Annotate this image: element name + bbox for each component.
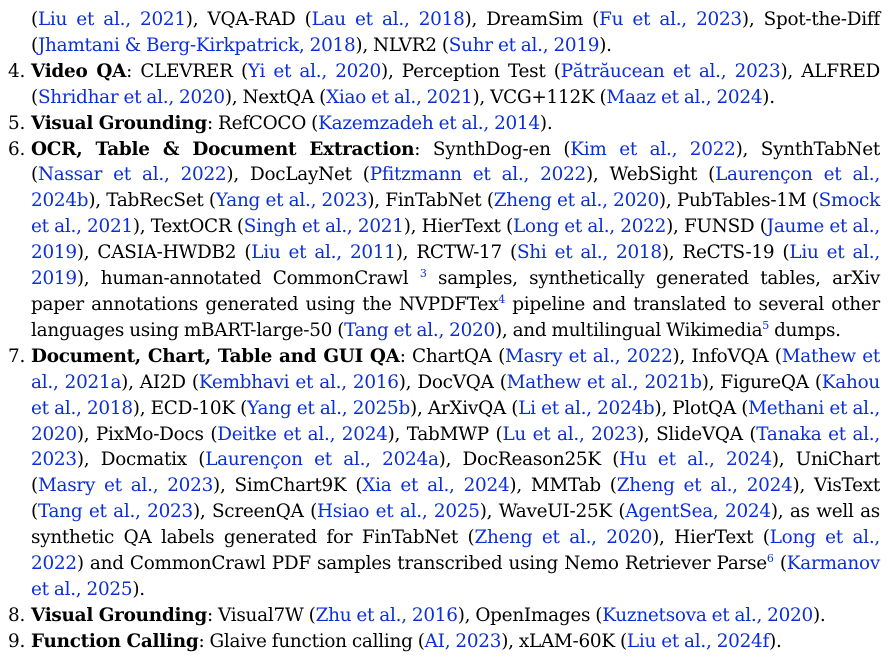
body-text: ), PubTables-1M ( — [658, 190, 819, 212]
list-item — [8, 7, 880, 59]
body-text: ), VisText ( — [31, 475, 881, 523]
citation-link[interactable]: Shridhar et al., 2020 — [37, 86, 225, 108]
body-text: ), NLVR2 ( — [355, 34, 449, 56]
citation-link[interactable]: Zheng et al., 2020 — [493, 190, 659, 212]
body-text: ), OpenImages ( — [457, 604, 603, 626]
citation-link[interactable]: Lu et al., 2023 — [502, 423, 637, 445]
item-heading: Visual Grounding — [31, 604, 207, 626]
citation-link[interactable]: Yi et al., 2020 — [247, 60, 382, 82]
body-text: ), ECD-10K ( — [132, 397, 248, 419]
body-text: ), DocLayNet ( — [226, 164, 370, 186]
body-text: ), Perception Test ( — [381, 60, 561, 82]
citation-link[interactable]: Mathew et al., 2021a — [31, 345, 881, 393]
citation-link[interactable]: Liu et al., 2011 — [251, 242, 396, 264]
citation-link[interactable]: Masry et al., 2023 — [37, 475, 214, 497]
citation-link[interactable]: Deitke et al., 2024 — [217, 423, 388, 445]
body-text: ), TabMWP ( — [387, 423, 503, 445]
body-text: ), SlideVQA ( — [636, 423, 757, 445]
body-text: ), VQA-RAD ( — [185, 9, 312, 30]
list-item — [8, 59, 880, 111]
body-text: ), HierText ( — [652, 527, 770, 549]
body-text: pipeline and translated to several other languages using mBART-large-50 ( — [31, 293, 880, 341]
body-text: dumps. — [769, 319, 841, 341]
body-text: ), CASIA-HWDB2 ( — [76, 242, 252, 264]
citation-link[interactable]: Fu et al., 2023 — [599, 9, 742, 30]
body-text: ). — [812, 604, 826, 626]
citation-link[interactable]: Jaume et al., 2019 — [31, 216, 881, 264]
body-text: ), and multilingual Wikimedia — [494, 319, 763, 341]
item-heading: Visual Grounding — [31, 112, 207, 134]
body-text: ), ALFRED ( — [31, 60, 880, 108]
citation-link[interactable]: Methani et al., 2020 — [31, 397, 881, 445]
body-text: ), AI2D ( — [121, 371, 199, 393]
body-text: ), PlotQA ( — [654, 397, 749, 419]
citation-link[interactable]: Pătrăucean et al., 2023 — [560, 60, 781, 82]
list-item — [8, 137, 880, 344]
citation-link[interactable]: Zheng et al., 2024 — [616, 475, 793, 497]
citation-link[interactable]: Shi et al., 2018 — [516, 242, 662, 264]
citation-link[interactable]: Tang et al., 2023 — [37, 501, 193, 523]
body-text: ), DreamSim ( — [464, 9, 600, 30]
body-text: samples, synthetically generated tables, arXiv paper annotations generated using the NVPDFTex — [31, 268, 880, 315]
citation-link[interactable]: Mathew et al., 2021b — [506, 371, 702, 393]
citation-link[interactable]: Li et al., 2024b — [518, 397, 655, 419]
citation-link[interactable]: Liu et al., 2019 — [31, 242, 880, 290]
body-text: ), SynthTabNet ( — [31, 138, 881, 186]
body-text: ), ScreenQA ( — [192, 501, 318, 523]
citation-link[interactable]: Kazemzadeh et al., 2014 — [318, 112, 540, 134]
body-text: ), xLAM-60K ( — [501, 630, 627, 652]
body-text: ( — [773, 553, 787, 575]
body-text: ), NextQA ( — [224, 86, 327, 108]
footnote-marker[interactable]: 3 — [419, 267, 427, 281]
citation-link[interactable]: Pfitzmann et al., 2022 — [369, 164, 586, 186]
body-text: ), DocVQA ( — [398, 371, 507, 393]
body-text: ), TabRecSet ( — [88, 190, 216, 212]
list-item — [8, 603, 880, 629]
citation-link[interactable]: Kembhavi et al., 2016 — [198, 371, 399, 393]
citation-link[interactable]: Masry et al., 2022 — [505, 345, 673, 367]
body-text: : RefCOCO ( — [206, 112, 319, 134]
citation-link[interactable]: Hsiao et al., 2025 — [317, 501, 480, 523]
item-number: 4. — [8, 60, 26, 82]
body-text: : Glaive function calling ( — [198, 630, 425, 652]
body-text: ), HierText ( — [403, 216, 513, 238]
item-heading: Document, Chart, Table and GUI QA — [31, 345, 400, 367]
body-text: : CLEVRER ( — [126, 60, 248, 82]
body-text: ) and CommonCrawl PDF samples transcribed using Nemo Retriever Parse — [76, 553, 767, 575]
citation-link[interactable]: Smock et al., 2021 — [31, 190, 880, 238]
item-number: 9. — [8, 630, 26, 652]
citation-link[interactable]: AgentSea, 2024 — [625, 501, 771, 523]
citation-link[interactable]: Nassar et al., 2022 — [37, 164, 227, 186]
citation-link[interactable]: Long et al., 2022 — [512, 216, 667, 238]
citation-link[interactable]: Singh et al., 2021 — [243, 216, 404, 238]
citation-link[interactable]: Yang et al., 2023 — [215, 190, 368, 212]
item-number: 8. — [8, 604, 26, 626]
footnote-marker[interactable]: 6 — [766, 552, 774, 566]
body-text: ), WaveUI-25K ( — [479, 501, 626, 523]
body-text: ), UniChart ( — [31, 449, 880, 497]
body-text: ). — [762, 86, 775, 108]
body-text: ), Spot-the-Diff ( — [31, 9, 880, 56]
citation-link[interactable]: Kim et al., 2022 — [570, 138, 736, 160]
body-text: ), PixMo-Docs ( — [76, 423, 218, 445]
body-text: ), TextOCR ( — [132, 216, 244, 238]
citation-link[interactable]: Xia et al., 2024 — [362, 475, 510, 497]
citation-link[interactable]: Lau et al., 2018 — [311, 9, 465, 30]
body-text: ), DocReason25K ( — [438, 449, 620, 471]
item-heading: Function Calling — [31, 630, 199, 652]
citation-link[interactable]: Kuznetsova et al., 2020 — [602, 604, 813, 626]
body-text: ), ArXivQA ( — [410, 397, 519, 419]
citation-link[interactable]: Long et al., 2022 — [31, 527, 881, 575]
footnote-marker[interactable]: 4 — [498, 292, 505, 306]
body-text: ), Docmatix ( — [76, 449, 206, 471]
body-text: ), WebSight ( — [585, 164, 716, 186]
list-item — [8, 629, 880, 655]
citation-link[interactable]: Laurençon et al., 2024b — [31, 164, 880, 212]
body-text: ), SimChart9K ( — [213, 475, 363, 497]
citation-link[interactable]: Kahou et al., 2018 — [31, 371, 880, 419]
body-text: : Visual7W ( — [206, 604, 316, 626]
body-text: ( — [31, 9, 38, 30]
citation-link[interactable]: Zheng et al., 2020 — [474, 527, 653, 549]
body-text: ), FUNSD ( — [666, 216, 767, 238]
body-text: ), ReCTS-19 ( — [661, 242, 790, 264]
body-text: ), InfoVQA ( — [672, 345, 782, 367]
body-text: ), RCTW-17 ( — [395, 242, 517, 264]
citation-link[interactable]: Liu et al., 2024f — [626, 630, 770, 652]
citation-link[interactable]: Jhamtani & Berg-Kirkpatrick, 2018 — [37, 34, 356, 56]
item-number: 5. — [8, 112, 26, 134]
citation-link[interactable]: Karmanov et al., 2025 — [31, 553, 880, 600]
list-item — [8, 111, 880, 137]
citation-link[interactable]: Laurençon et al., 2024a — [205, 449, 439, 471]
citation-link[interactable]: AI, 2023 — [424, 630, 502, 652]
dataset-list — [8, 7, 880, 655]
body-text: ), VCG+112K ( — [472, 86, 607, 108]
citation-link[interactable]: Xiao et al., 2021 — [326, 86, 473, 108]
citation-link[interactable]: Zhu et al., 2016 — [315, 604, 458, 626]
citation-link[interactable]: Liu et al., 2021 — [37, 9, 186, 30]
item-number: 7. — [8, 345, 26, 367]
body-text: : ChartQA ( — [399, 345, 506, 367]
body-text: ), FinTabNet ( — [367, 190, 494, 212]
footnote-marker[interactable]: 5 — [762, 318, 770, 332]
body-text: ), as well as synthetic QA labels generated for FinTabNet ( — [31, 501, 880, 549]
body-text: ). — [132, 578, 145, 600]
body-text: : SynthDog-en ( — [414, 138, 571, 160]
list-item — [8, 344, 880, 603]
body-text: ), human-annotated CommonCrawl — [76, 268, 420, 290]
citation-link[interactable]: Tang et al., 2020 — [344, 319, 495, 341]
body-text: ). — [599, 34, 612, 56]
item-heading: OCR, Table & Document Extraction — [31, 138, 415, 160]
body-text: ). — [539, 112, 553, 134]
citation-link[interactable]: Tanaka et al., 2023 — [31, 423, 880, 471]
citation-link[interactable]: Yang et al., 2025b — [247, 397, 411, 419]
body-text: ). — [769, 630, 782, 652]
item-number: 6. — [8, 138, 26, 160]
citation-link[interactable]: Maaz et al., 2024 — [606, 86, 763, 108]
item-heading: Video QA — [31, 60, 127, 82]
body-text: ), FigureQA ( — [701, 371, 822, 393]
citation-link[interactable]: Hu et al., 2024 — [619, 449, 772, 471]
body-text: ), MMTab ( — [509, 475, 617, 497]
citation-link[interactable]: Suhr et al., 2019 — [448, 34, 600, 56]
